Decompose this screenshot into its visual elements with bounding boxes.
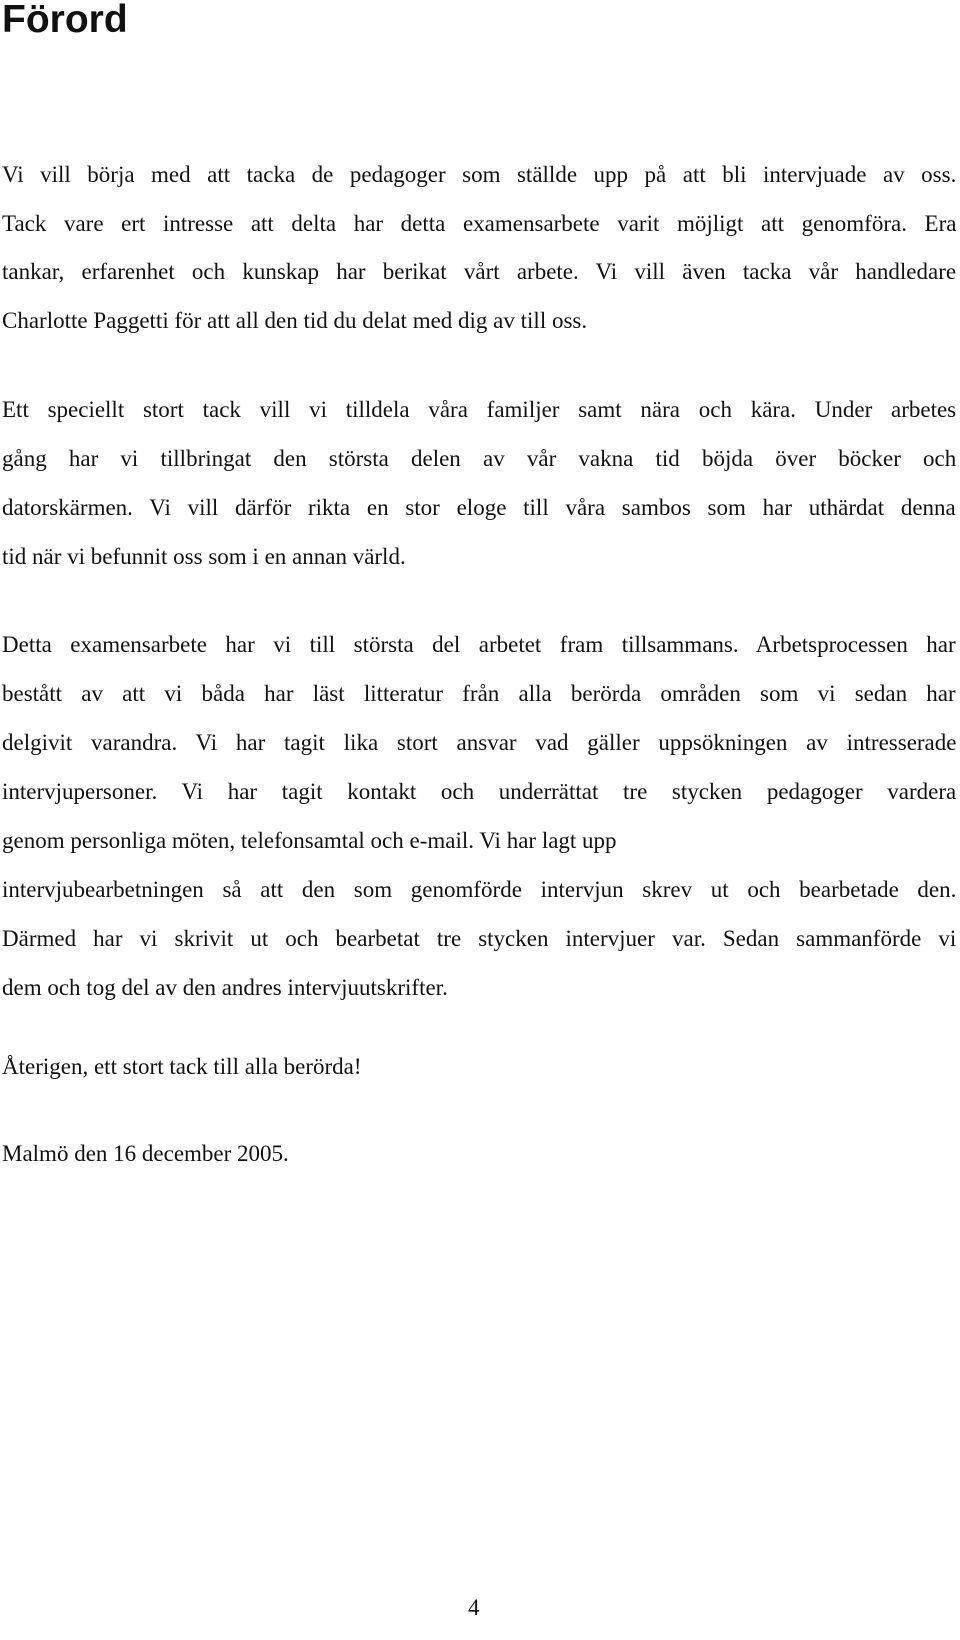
paragraph-line: Detta examensarbete har vi till största del arbetet fram tillsammans. Arbetsprocessen har xyxy=(2,632,956,657)
paragraph-line: Malmö den 16 december 2005. xyxy=(2,1141,289,1166)
paragraph-line: bestått av att vi båda har läst litteratur från alla berörda områden som vi sedan har xyxy=(2,681,956,706)
paragraph-line: Därmed har vi skrivit ut och bearbetat tre stycken intervjuer var. Sedan sammanförde vi xyxy=(2,926,957,951)
paragraph-line: Återigen, ett stort tack till alla berörda! xyxy=(2,1054,362,1079)
paragraph-line: intervjubearbetningen så att den som genomförde intervjun skrev ut och bearbetade den. xyxy=(2,877,957,902)
paragraph-place-date xyxy=(2,1129,956,1178)
paragraph-line: datorskärmen. Vi vill därför rikta en stor eloge till våra sambos som har uthärdat denna xyxy=(2,495,956,520)
paragraph-line: Tack vare ert intresse att delta har detta examensarbete varit möjligt att genomföra. Era xyxy=(2,210,957,236)
paragraph-family-thanks xyxy=(2,385,956,581)
page-title: Förord xyxy=(2,0,128,41)
paragraph-line: Ett speciellt stort tack vill vi tilldela våra familjer samt nära och kära. Under arbetes xyxy=(2,397,957,422)
paragraph-line: gång har vi tillbringat den största delen av vår vakna tid böjda över böcker och xyxy=(2,446,957,471)
paragraph-line: intervjupersoner. Vi har tagit kontakt och underrättat tre stycken pedagoger vardera xyxy=(2,779,957,804)
page-number: 4 xyxy=(468,1595,480,1620)
paragraph-line: tankar, erfarenhet och kunskap har berikat vårt arbete. Vi vill även tacka vår handledare xyxy=(2,259,957,284)
paragraph-acknowledgement-intro xyxy=(2,151,956,345)
paragraph-line: genom personliga möten, telefonsamtal och e-mail. Vi har lagt upp xyxy=(2,828,617,853)
paragraph-line: Charlotte Paggetti för att all den tid du delat med dig av till oss. xyxy=(2,307,588,333)
paragraph-line: tid när vi befunnit oss som i en annan värld. xyxy=(2,544,406,569)
paragraph-line: delgivit varandra. Vi har tagit lika stort ansvar vad gäller uppsökningen av intresserade xyxy=(2,730,957,755)
paragraph-closing-thanks xyxy=(2,1042,956,1091)
paragraph-line: dem och tog del av den andres intervjuutskrifter. xyxy=(2,975,448,1000)
paragraph-work-process xyxy=(2,620,956,1012)
paragraph-line: Vi vill börja med att tacka de pedagoger som ställde upp på att bli intervjuade av oss. xyxy=(2,162,957,187)
